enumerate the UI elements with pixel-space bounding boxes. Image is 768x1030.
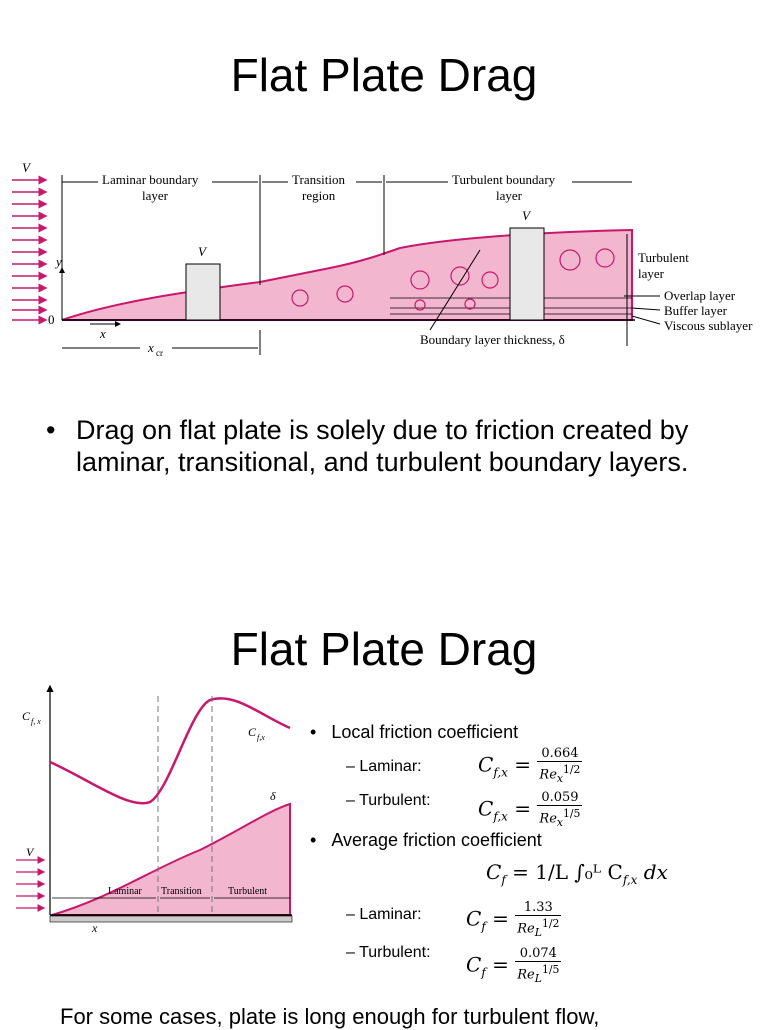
slide2-title: Flat Plate Drag xyxy=(230,623,538,675)
laminar-region-label: Laminar boundary xyxy=(102,172,199,187)
turbulent-local-fraction xyxy=(537,790,582,830)
fraction-numerator: 0.059 xyxy=(537,790,582,806)
slide1-title: Flat Plate Drag xyxy=(230,49,538,101)
cfx-axis-subscript: f, x xyxy=(31,717,41,726)
re-symbol: Re xyxy=(539,811,557,827)
cf-subscript: f xyxy=(501,873,506,887)
re-subscript: L xyxy=(534,971,542,985)
buffer-layer-label: Buffer layer xyxy=(664,303,727,318)
integrand-subscript: f,x xyxy=(622,873,638,887)
re-subscript: x xyxy=(556,771,563,785)
turbulent-profile-v-label: V xyxy=(522,208,530,223)
cfx-curve xyxy=(50,698,290,803)
slide1-bullet xyxy=(46,414,746,478)
cfx-symbol: C xyxy=(478,796,494,821)
laminar-average-formula xyxy=(466,900,561,940)
origin-label: 0 xyxy=(48,312,55,327)
equals-sign: = xyxy=(492,906,509,931)
re-symbol: Re xyxy=(517,967,535,983)
average-bullet: • Average friction coefficient xyxy=(310,830,542,850)
cfx-curve-label: C xyxy=(248,725,257,739)
re-exponent: 1/2 xyxy=(541,917,560,930)
viscous-sublayer-label: Viscous sublayer xyxy=(664,318,753,333)
laminar-average-fraction xyxy=(515,900,561,940)
cfx-subscript: f,x xyxy=(493,765,508,780)
cf-symbol: C xyxy=(486,860,502,884)
re-exponent: 1/5 xyxy=(541,963,560,976)
x-axis-label: x xyxy=(100,326,106,341)
turbulent-plot-label: Turbulent xyxy=(228,886,268,897)
turbulent-layer-label: Turbulent xyxy=(638,250,689,265)
y-axis-label: y xyxy=(56,254,62,269)
re-subscript: x xyxy=(556,815,563,829)
turbulent-local-text: Turbulent: xyxy=(359,792,431,809)
cf-subscript: f xyxy=(481,919,486,934)
fraction-numerator: 0.074 xyxy=(515,946,561,962)
laminar-plot-label: Laminar xyxy=(108,886,142,897)
turbulent-region-label-2: layer xyxy=(496,188,522,203)
cfx-curve-subscript: f,x xyxy=(257,733,265,742)
transition-region-label: Transition xyxy=(292,172,345,187)
local-bullet-text: Local friction coefficient xyxy=(331,722,519,742)
turbulent-local-formula xyxy=(478,790,582,830)
overlap-layer-label: Overlap layer xyxy=(664,288,736,303)
turbulent-layer-label-2: layer xyxy=(638,266,664,281)
boundary-layer-diagram xyxy=(0,150,768,370)
turbulent-region-label: Turbulent boundary xyxy=(452,172,556,187)
turbulent-average-formula xyxy=(466,946,561,986)
plot-v-label: V xyxy=(26,845,34,859)
turbulent-average-text: Turbulent: xyxy=(359,944,431,961)
turbulent-velocity-profile xyxy=(510,228,544,320)
re-symbol: Re xyxy=(517,921,535,937)
turbulent-average-fraction xyxy=(515,946,561,986)
bullet-dot: • xyxy=(46,415,56,445)
re-subscript: L xyxy=(534,925,542,939)
re-exponent: 1/2 xyxy=(563,763,581,776)
delta-label: δ xyxy=(270,789,276,803)
fraction-denominator xyxy=(515,962,561,986)
cf-symbol: C xyxy=(466,906,482,931)
average-formula xyxy=(486,860,668,887)
transition-plot-label: Transition xyxy=(161,886,202,897)
laminar-local-fraction xyxy=(537,746,582,786)
dx-symbol: dx xyxy=(643,860,668,884)
average-bullet-text: Average friction coefficient xyxy=(331,830,542,850)
plot-inflow-arrows xyxy=(16,860,44,908)
fraction-numerator: 1.33 xyxy=(515,900,561,916)
xcr-label: x xyxy=(148,340,154,355)
integral-expression: 1/L ∫₀ᴸ C xyxy=(535,860,623,884)
laminar-region-label-2: layer xyxy=(142,188,168,203)
transition-region-label-2: region xyxy=(302,188,336,203)
fraction-numerator: 0.664 xyxy=(537,746,582,762)
thickness-label: Boundary layer thickness, δ xyxy=(420,332,565,347)
cfx-axis-label: C xyxy=(22,709,31,723)
laminar-average-text: Laminar: xyxy=(359,906,422,923)
laminar-average-item: – Laminar: xyxy=(346,906,422,923)
equals-sign: = xyxy=(512,860,529,884)
fraction-denominator xyxy=(537,762,582,786)
equals-sign: = xyxy=(492,952,509,977)
freestream-v-label: V xyxy=(22,160,30,175)
boundary-layer-region xyxy=(62,230,632,320)
re-exponent: 1/5 xyxy=(563,807,581,820)
re-symbol: Re xyxy=(539,767,557,783)
xcr-subscript: cr xyxy=(156,348,163,358)
plot-x-label: x xyxy=(92,921,98,935)
laminar-local-formula xyxy=(478,746,582,786)
laminar-profile-v-label: V xyxy=(198,244,206,259)
footer-text: For some cases, plate is long enough for turbulent flow, xyxy=(60,1004,600,1029)
turbulent-average-item: – Turbulent: xyxy=(346,944,431,961)
cf-symbol: C xyxy=(466,952,482,977)
local-bullet: • Local friction coefficient xyxy=(310,722,519,742)
incoming-flow-arrows xyxy=(12,180,46,320)
laminar-velocity-profile xyxy=(186,264,220,320)
laminar-local-item: – Laminar: xyxy=(346,758,422,775)
equals-sign: = xyxy=(514,796,532,821)
slide1-bullet-text: Drag on flat plate is solely due to friction created by laminar, transitional, and turbulent boundary layers. xyxy=(76,415,689,477)
turbulent-local-item: – Turbulent: xyxy=(346,792,431,809)
friction-coefficient-plot xyxy=(0,680,300,940)
cfx-symbol: C xyxy=(478,752,494,777)
laminar-local-text: Laminar: xyxy=(359,758,422,775)
fraction-denominator xyxy=(537,806,582,830)
equals-sign: = xyxy=(514,752,532,777)
fraction-denominator xyxy=(515,916,561,940)
cf-subscript: f xyxy=(481,965,486,980)
cfx-subscript: f,x xyxy=(493,809,508,824)
